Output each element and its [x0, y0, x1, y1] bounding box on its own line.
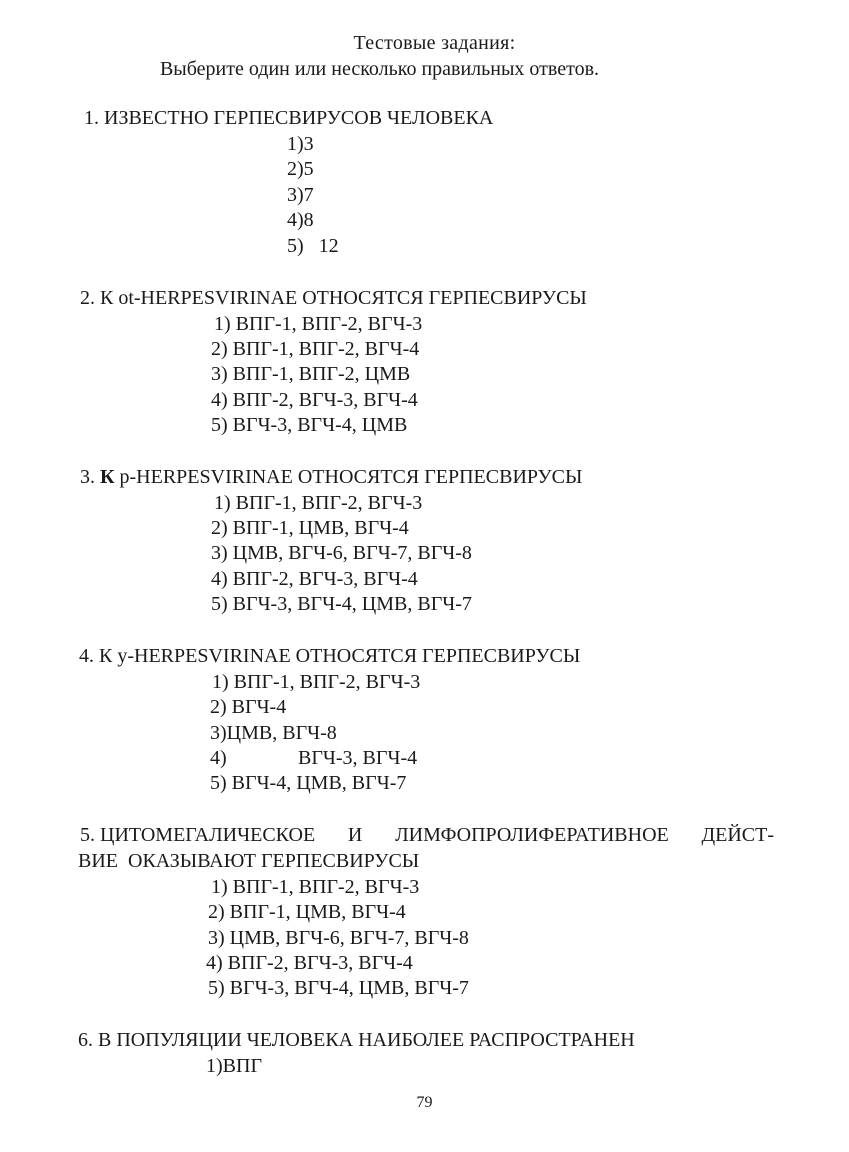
question-word: И [347, 824, 363, 846]
page-number: 79 [416, 1094, 433, 1111]
option-1-5: 5) 12 [287, 235, 339, 257]
question-5-line-2: ВИЕ ОКАЗЫВАЮТ ГЕРПЕСВИРУСЫ [78, 850, 420, 872]
question-text: К ot-HERPESVIRINAE ОТНОСЯТСЯ ГЕРПЕСВИРУСЫ [100, 287, 587, 309]
question-text: ИЗВЕСТНО ГЕРПЕСВИРУСОВ ЧЕЛОВЕКА [104, 107, 494, 129]
option-2-5: 5) ВГЧ-3, ВГЧ-4, ЦМВ [211, 414, 408, 436]
question-2 [80, 286, 587, 310]
option-1-4: 4)8 [287, 209, 314, 231]
option-2-4: 4) ВПГ-2, ВГЧ-3, ВГЧ-4 [211, 389, 418, 411]
question-text: р-HERPESVIRINAE ОТНОСЯТСЯ ГЕРПЕСВИРУСЫ [119, 466, 583, 488]
option-4-5: 5) ВГЧ-4, ЦМВ, ВГЧ-7 [210, 772, 407, 794]
question-number: 4. [79, 645, 94, 667]
question-number-and-word: 5. ЦИТОМЕГАЛИЧЕСКОЕ [80, 824, 316, 846]
option-1-2: 2)5 [287, 158, 314, 180]
question-lead: К [100, 466, 115, 488]
option-2-2: 2) ВПГ-1, ВПГ-2, ВГЧ-4 [211, 338, 420, 360]
question-4 [79, 644, 580, 668]
question-number: 3. [80, 466, 95, 488]
option-2-1: 1) ВПГ-1, ВПГ-2, ВГЧ-3 [214, 313, 423, 335]
option-5-2: 2) ВПГ-1, ЦМВ, ВГЧ-4 [208, 901, 406, 923]
page-title: Тестовые задания: [353, 32, 516, 54]
option-4-2: 2) ВГЧ-4 [210, 696, 287, 718]
question-5-line-1 [80, 823, 774, 847]
option-3-4: 4) ВПГ-2, ВГЧ-3, ВГЧ-4 [211, 568, 418, 590]
option-3-3: 3) ЦМВ, ВГЧ-6, ВГЧ-7, ВГЧ-8 [211, 542, 472, 564]
option-5-4: 4) ВПГ-2, ВГЧ-3, ВГЧ-4 [206, 952, 413, 974]
option-4-4-text: ВГЧ-3, ВГЧ-4 [298, 747, 418, 769]
option-3-2: 2) ВПГ-1, ЦМВ, ВГЧ-4 [211, 517, 409, 539]
question-text: В ПОПУЛЯЦИИ ЧЕЛОВЕКА НАИБОЛЕЕ РАСПРОСТРАНЕН [98, 1029, 635, 1051]
question-number: 1. [84, 107, 99, 129]
option-2-3: 3) ВПГ-1, ВПГ-2, ЦМВ [211, 363, 411, 385]
option-1-3: 3)7 [287, 184, 314, 206]
option-4-4-number: 4) [210, 747, 227, 769]
option-5-1: 1) ВПГ-1, ВПГ-2, ВГЧ-3 [211, 876, 420, 898]
question-text: К y-HERPESVIRINAE ОТНОСЯТСЯ ГЕРПЕСВИРУСЫ [99, 645, 581, 667]
question-word: ЛИМФОПРОЛИФЕРАТИВНОЕ [395, 824, 669, 846]
question-number: 2. [80, 287, 95, 309]
option-6-1: 1)ВПГ [206, 1055, 263, 1077]
option-4-1: 1) ВПГ-1, ВПГ-2, ВГЧ-3 [212, 671, 421, 693]
question-1 [84, 106, 493, 130]
option-5-3: 3) ЦМВ, ВГЧ-6, ВГЧ-7, ВГЧ-8 [208, 927, 469, 949]
option-3-5: 5) ВГЧ-3, ВГЧ-4, ЦМВ, ВГЧ-7 [211, 593, 472, 615]
question-3 [80, 465, 582, 489]
question-word: ДЕЙСТ- [701, 824, 774, 846]
question-6 [78, 1028, 635, 1052]
option-4-3: 3)ЦМВ, ВГЧ-8 [210, 722, 337, 744]
instruction-text: Выберите один или несколько правильных ответов. [159, 58, 600, 80]
option-1-1: 1)3 [287, 133, 314, 155]
option-5-5: 5) ВГЧ-3, ВГЧ-4, ЦМВ, ВГЧ-7 [208, 977, 469, 999]
option-3-1: 1) ВПГ-1, ВПГ-2, ВГЧ-3 [214, 492, 423, 514]
question-number: 6. [78, 1029, 93, 1051]
